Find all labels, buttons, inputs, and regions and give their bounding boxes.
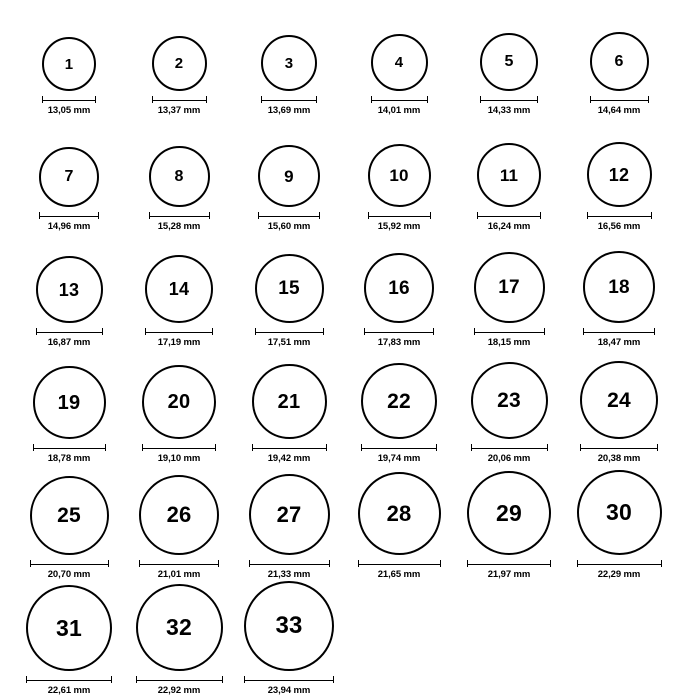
ring-size-number: 20 [167, 391, 191, 413]
caliper-icon [149, 212, 210, 219]
ring-size-cell[interactable] [14, 585, 124, 696]
measurement-label: 20,06 mm [487, 453, 531, 464]
ring-size-cell[interactable] [234, 364, 344, 464]
ring-size-cell[interactable] [564, 32, 674, 116]
ring-circle [364, 253, 434, 323]
ring-size-row [0, 348, 700, 464]
ring-size-cell[interactable] [234, 581, 344, 696]
measurement-label: 14,01 mm [377, 105, 421, 116]
ring-size-cell[interactable] [344, 144, 454, 232]
measurement-label: 18,78 mm [47, 453, 91, 464]
ring-measurement [139, 560, 219, 580]
ring-size-number: 26 [166, 502, 192, 527]
measurement-label: 15,28 mm [157, 221, 201, 232]
measurement-label: 15,60 mm [267, 221, 311, 232]
ring-size-number: 12 [608, 164, 630, 185]
ring-circle [149, 146, 210, 207]
ring-size-number: 29 [496, 499, 522, 526]
ring-size-row [0, 0, 700, 116]
caliper-icon [249, 560, 330, 567]
caliper-icon [361, 444, 437, 451]
ring-size-number: 16 [388, 277, 410, 299]
ring-measurement [258, 212, 320, 232]
caliper-icon [42, 96, 96, 103]
ring-measurement [136, 676, 223, 696]
caliper-icon [577, 560, 662, 567]
measurement-label: 20,38 mm [597, 453, 641, 464]
caliper-icon [368, 212, 431, 219]
ring-size-cell[interactable] [14, 476, 124, 580]
measurement-label: 14,33 mm [487, 105, 531, 116]
ring-circle [477, 143, 541, 207]
measurement-label: 20,70 mm [47, 569, 91, 580]
ring-measurement [371, 96, 428, 116]
measurement-label: 14,96 mm [47, 221, 91, 232]
ring-circle [39, 147, 99, 207]
measurement-label: 22,29 mm [597, 569, 641, 580]
ring-size-number: 21 [277, 390, 301, 413]
ring-circle [361, 363, 437, 439]
ring-size-cell[interactable] [14, 147, 124, 232]
measurement-label: 22,61 mm [47, 685, 91, 696]
ring-size-number: 18 [608, 276, 630, 298]
ring-measurement [42, 96, 96, 116]
caliper-icon [580, 444, 658, 451]
caliper-icon [244, 676, 334, 683]
caliper-icon [258, 212, 320, 219]
ring-size-row [0, 464, 700, 580]
measurement-label: 19,10 mm [157, 453, 201, 464]
ring-size-cell[interactable] [454, 33, 564, 116]
caliper-icon [261, 96, 317, 103]
ring-size-cell[interactable] [124, 365, 234, 464]
caliper-icon [467, 560, 551, 567]
ring-size-number: 17 [498, 277, 520, 298]
ring-size-number: 11 [499, 165, 519, 185]
ring-size-row [0, 580, 700, 696]
ring-measurement [480, 96, 538, 116]
ring-measurement [364, 328, 434, 348]
ring-size-number: 31 [56, 614, 82, 641]
ring-circle [258, 145, 320, 207]
measurement-label: 17,83 mm [377, 337, 421, 348]
ring-size-number: 8 [174, 167, 184, 185]
ring-circle [152, 36, 207, 91]
caliper-icon [587, 212, 652, 219]
ring-measurement [261, 96, 317, 116]
ring-measurement [587, 212, 652, 232]
ring-size-cell[interactable] [124, 584, 234, 696]
caliper-icon [471, 444, 548, 451]
ring-circle [142, 365, 216, 439]
ring-measurement [477, 212, 541, 232]
ring-measurement [244, 676, 334, 696]
caliper-icon [139, 560, 219, 567]
ring-circle [587, 142, 652, 207]
ring-circle [26, 585, 112, 671]
ring-measurement [361, 444, 437, 464]
measurement-label: 21,33 mm [267, 569, 311, 580]
ring-size-number: 7 [64, 168, 74, 185]
ring-circle [139, 475, 219, 555]
ring-size-cell[interactable] [344, 472, 454, 580]
ring-size-number: 30 [606, 499, 632, 525]
ring-size-cell[interactable] [124, 255, 234, 348]
ring-measurement [471, 444, 548, 464]
ring-circle [368, 144, 431, 207]
measurement-label: 23,94 mm [267, 685, 311, 696]
ring-circle [42, 37, 96, 91]
measurement-label: 21,65 mm [377, 569, 421, 580]
ring-measurement [580, 444, 658, 464]
caliper-icon [39, 212, 99, 219]
ring-size-cell[interactable] [564, 142, 674, 232]
ring-circle [480, 33, 538, 91]
ring-circle [358, 472, 441, 555]
caliper-icon [36, 328, 103, 335]
caliper-icon [358, 560, 441, 567]
ring-size-number: 1 [64, 55, 74, 73]
caliper-icon [477, 212, 541, 219]
ring-measurement [33, 444, 106, 464]
ring-size-number: 9 [284, 166, 294, 186]
ring-size-number: 32 [166, 614, 192, 640]
measurement-label: 13,05 mm [47, 105, 91, 116]
ring-circle [255, 254, 324, 323]
caliper-icon [255, 328, 324, 335]
ring-measurement [26, 676, 112, 696]
ring-size-number: 33 [275, 612, 303, 639]
ring-measurement [142, 444, 216, 464]
ring-measurement [368, 212, 431, 232]
ring-size-number: 23 [497, 389, 521, 412]
ring-circle [371, 34, 428, 91]
ring-size-number: 24 [607, 388, 631, 412]
ring-size-number: 4 [394, 54, 404, 71]
ring-circle [145, 255, 213, 323]
ring-size-number: 13 [58, 279, 80, 300]
ring-size-cell[interactable] [344, 363, 454, 464]
ring-measurement [149, 212, 210, 232]
ring-measurement [145, 328, 213, 348]
measurement-label: 18,15 mm [487, 337, 531, 348]
measurement-label: 21,01 mm [157, 569, 201, 580]
ring-measurement [590, 96, 649, 116]
ring-size-cell[interactable] [234, 35, 344, 116]
measurement-label: 19,42 mm [267, 453, 311, 464]
ring-size-number: 3 [284, 54, 294, 72]
ring-measurement [358, 560, 441, 580]
caliper-icon [30, 560, 109, 567]
ring-size-number: 25 [57, 504, 81, 527]
caliper-icon [145, 328, 213, 335]
ring-circle [577, 470, 662, 555]
ring-size-number: 14 [168, 279, 190, 299]
measurement-label: 13,69 mm [267, 105, 311, 116]
ring-size-number: 28 [386, 500, 412, 526]
measurement-label: 16,56 mm [597, 221, 641, 232]
measurement-label: 18,47 mm [597, 337, 641, 348]
ring-circle [33, 366, 106, 439]
measurement-label: 15,92 mm [377, 221, 421, 232]
ring-size-cell[interactable] [564, 251, 674, 348]
ring-circle [580, 361, 658, 439]
caliper-icon [136, 676, 223, 683]
ring-circle [467, 471, 551, 555]
ring-size-cell[interactable] [454, 143, 564, 232]
caliper-icon [252, 444, 327, 451]
measurement-label: 16,87 mm [47, 337, 91, 348]
ring-size-cell[interactable] [14, 366, 124, 464]
caliper-icon [371, 96, 428, 103]
ring-size-number: 10 [389, 166, 409, 185]
ring-measurement [474, 328, 545, 348]
ring-size-cell[interactable] [234, 254, 344, 348]
ring-measurement [467, 560, 551, 580]
ring-size-cell[interactable] [454, 252, 564, 348]
ring-size-number: 15 [278, 278, 300, 299]
ring-circle [583, 251, 655, 323]
caliper-icon [26, 676, 112, 683]
measurement-label: 21,97 mm [487, 569, 531, 580]
ring-size-number: 6 [614, 52, 624, 70]
ring-circle [252, 364, 327, 439]
measurement-label: 19,74 mm [377, 453, 421, 464]
ring-size-number: 2 [174, 55, 184, 72]
ring-size-cell[interactable] [124, 146, 234, 232]
ring-size-cell[interactable] [454, 362, 564, 464]
ring-circle [471, 362, 548, 439]
ring-measurement [152, 96, 207, 116]
ring-size-number: 19 [57, 391, 81, 414]
ring-size-cell[interactable] [564, 361, 674, 464]
caliper-icon [142, 444, 216, 451]
ring-size-cell[interactable] [124, 475, 234, 580]
ring-measurement [249, 560, 330, 580]
ring-measurement [577, 560, 662, 580]
ring-size-number: 5 [504, 53, 514, 70]
ring-circle [261, 35, 317, 91]
ring-measurement [583, 328, 655, 348]
caliper-icon [364, 328, 434, 335]
ring-circle [590, 32, 649, 91]
measurement-label: 17,19 mm [157, 337, 201, 348]
ring-measurement [30, 560, 109, 580]
ring-size-cell[interactable] [234, 145, 344, 232]
caliper-icon [583, 328, 655, 335]
ring-measurement [252, 444, 327, 464]
ring-circle [474, 252, 545, 323]
measurement-label: 22,92 mm [157, 685, 201, 696]
ring-circle [136, 584, 223, 671]
ring-size-row [0, 116, 700, 232]
ring-size-cell[interactable] [124, 36, 234, 116]
ring-size-cell[interactable] [344, 253, 454, 348]
ring-size-cell[interactable] [14, 256, 124, 348]
ring-size-row [0, 232, 700, 348]
ring-measurement [255, 328, 324, 348]
measurement-label: 16,24 mm [487, 221, 531, 232]
ring-size-cell[interactable] [454, 471, 564, 580]
caliper-icon [33, 444, 106, 451]
ring-measurement [36, 328, 103, 348]
ring-size-number: 27 [276, 501, 302, 527]
ring-circle [244, 581, 334, 671]
ring-circle [36, 256, 103, 323]
ring-size-cell[interactable] [14, 37, 124, 116]
measurement-label: 17,51 mm [267, 337, 311, 348]
ring-size-cell[interactable] [564, 470, 674, 580]
caliper-icon [480, 96, 538, 103]
ring-size-cell[interactable] [234, 474, 344, 580]
ring-size-cell[interactable] [344, 34, 454, 116]
caliper-icon [152, 96, 207, 103]
caliper-icon [474, 328, 545, 335]
ring-size-number: 22 [387, 389, 411, 413]
measurement-label: 13,37 mm [157, 105, 201, 116]
ring-measurement [39, 212, 99, 232]
caliper-icon [590, 96, 649, 103]
ring-circle [249, 474, 330, 555]
measurement-label: 14,64 mm [597, 105, 641, 116]
ring-circle [30, 476, 109, 555]
